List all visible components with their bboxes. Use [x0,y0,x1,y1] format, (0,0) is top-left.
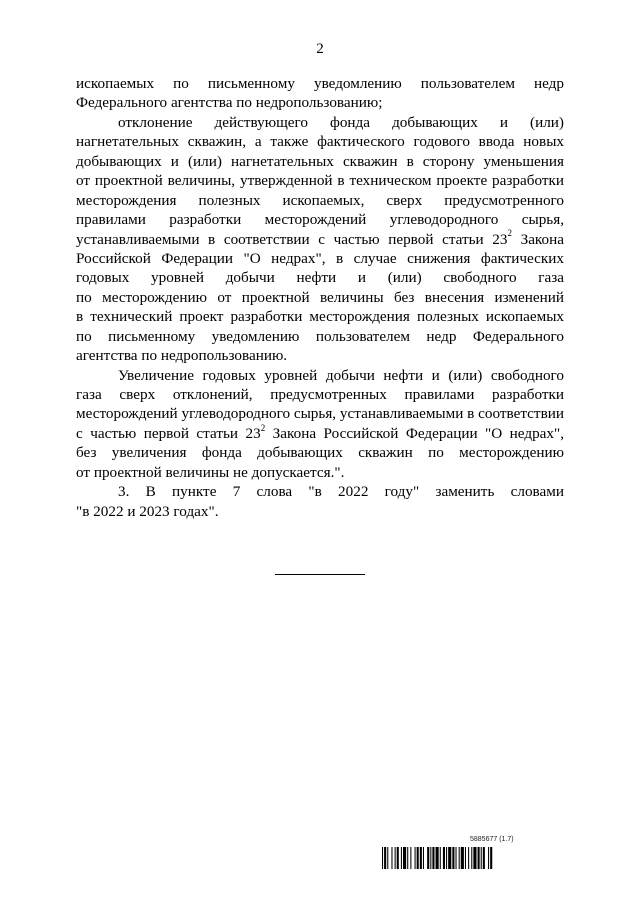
page-number: 2 [316,41,324,57]
text-line: добывающих и (или) нагнетательных скважин в сторону уменьшения [76,152,564,170]
text-line: правилами разработки месторождений углеводородного сырья, [76,211,564,229]
text-span: Закона Российской Федерации "О недрах", [265,424,565,442]
document-code: 5885677 (1.7) [470,836,514,843]
text-span: устанавливаемыми в соответствии с частью первой статьи 23 [76,230,508,248]
text-line: Российской Федерации "О недрах", в случае снижения фактических [76,249,564,267]
text-line: 3. В пункте 7 слова "в 2022 году" заменить словами [118,483,564,501]
text-line: от проектной величины, утвержденной в техническом проекте разработки [76,172,564,190]
barcode [382,847,564,869]
text-line: ископаемых по письменному уведомлению пользователем недр [76,75,564,92]
text-line [76,424,564,443]
superscript: 2 [260,422,266,433]
text-line: газа сверх отклонений, предусмотренных правилами разработки [76,386,564,403]
text-line: по письменному уведомлению пользователем недр Федерального [76,327,564,345]
text-line: Федерального агентства по недропользованию; [76,94,383,112]
text-line: отклонение действующего фонда добывающих и (или) [118,113,564,131]
text-line: без увеличения фонда добывающих скважин по месторождению [76,444,564,462]
end-divider [275,574,365,575]
text-line [76,230,564,249]
text-line: нагнетательных скважин, а также фактического годового ввода новых [76,133,564,151]
text-line: "в 2022 и 2023 годах". [76,502,219,520]
text-line: месторождения полезных ископаемых, сверх предусмотренного [76,191,564,209]
text-line: Увеличение годовых уровней добычи нефти и (или) свободного [118,366,564,384]
text-line: по месторождению от проектной величины без внесения изменений [76,288,564,306]
text-line: от проектной величины не допускается.". [76,463,345,481]
document-body [76,74,564,521]
superscript: 2 [507,228,512,239]
text-span: с частью первой статьи 23 [76,424,261,442]
text-line: месторождений углеводородного сырья, устанавливаемыми в соответствии [76,405,564,423]
text-line: годовых уровней добычи нефти и (или) свободного газа [76,269,564,287]
text-line: агентства по недропользованию. [76,347,288,365]
text-line: в технический проект разработки месторождения полезных ископаемых [76,308,564,326]
text-span: Закона [511,230,565,248]
